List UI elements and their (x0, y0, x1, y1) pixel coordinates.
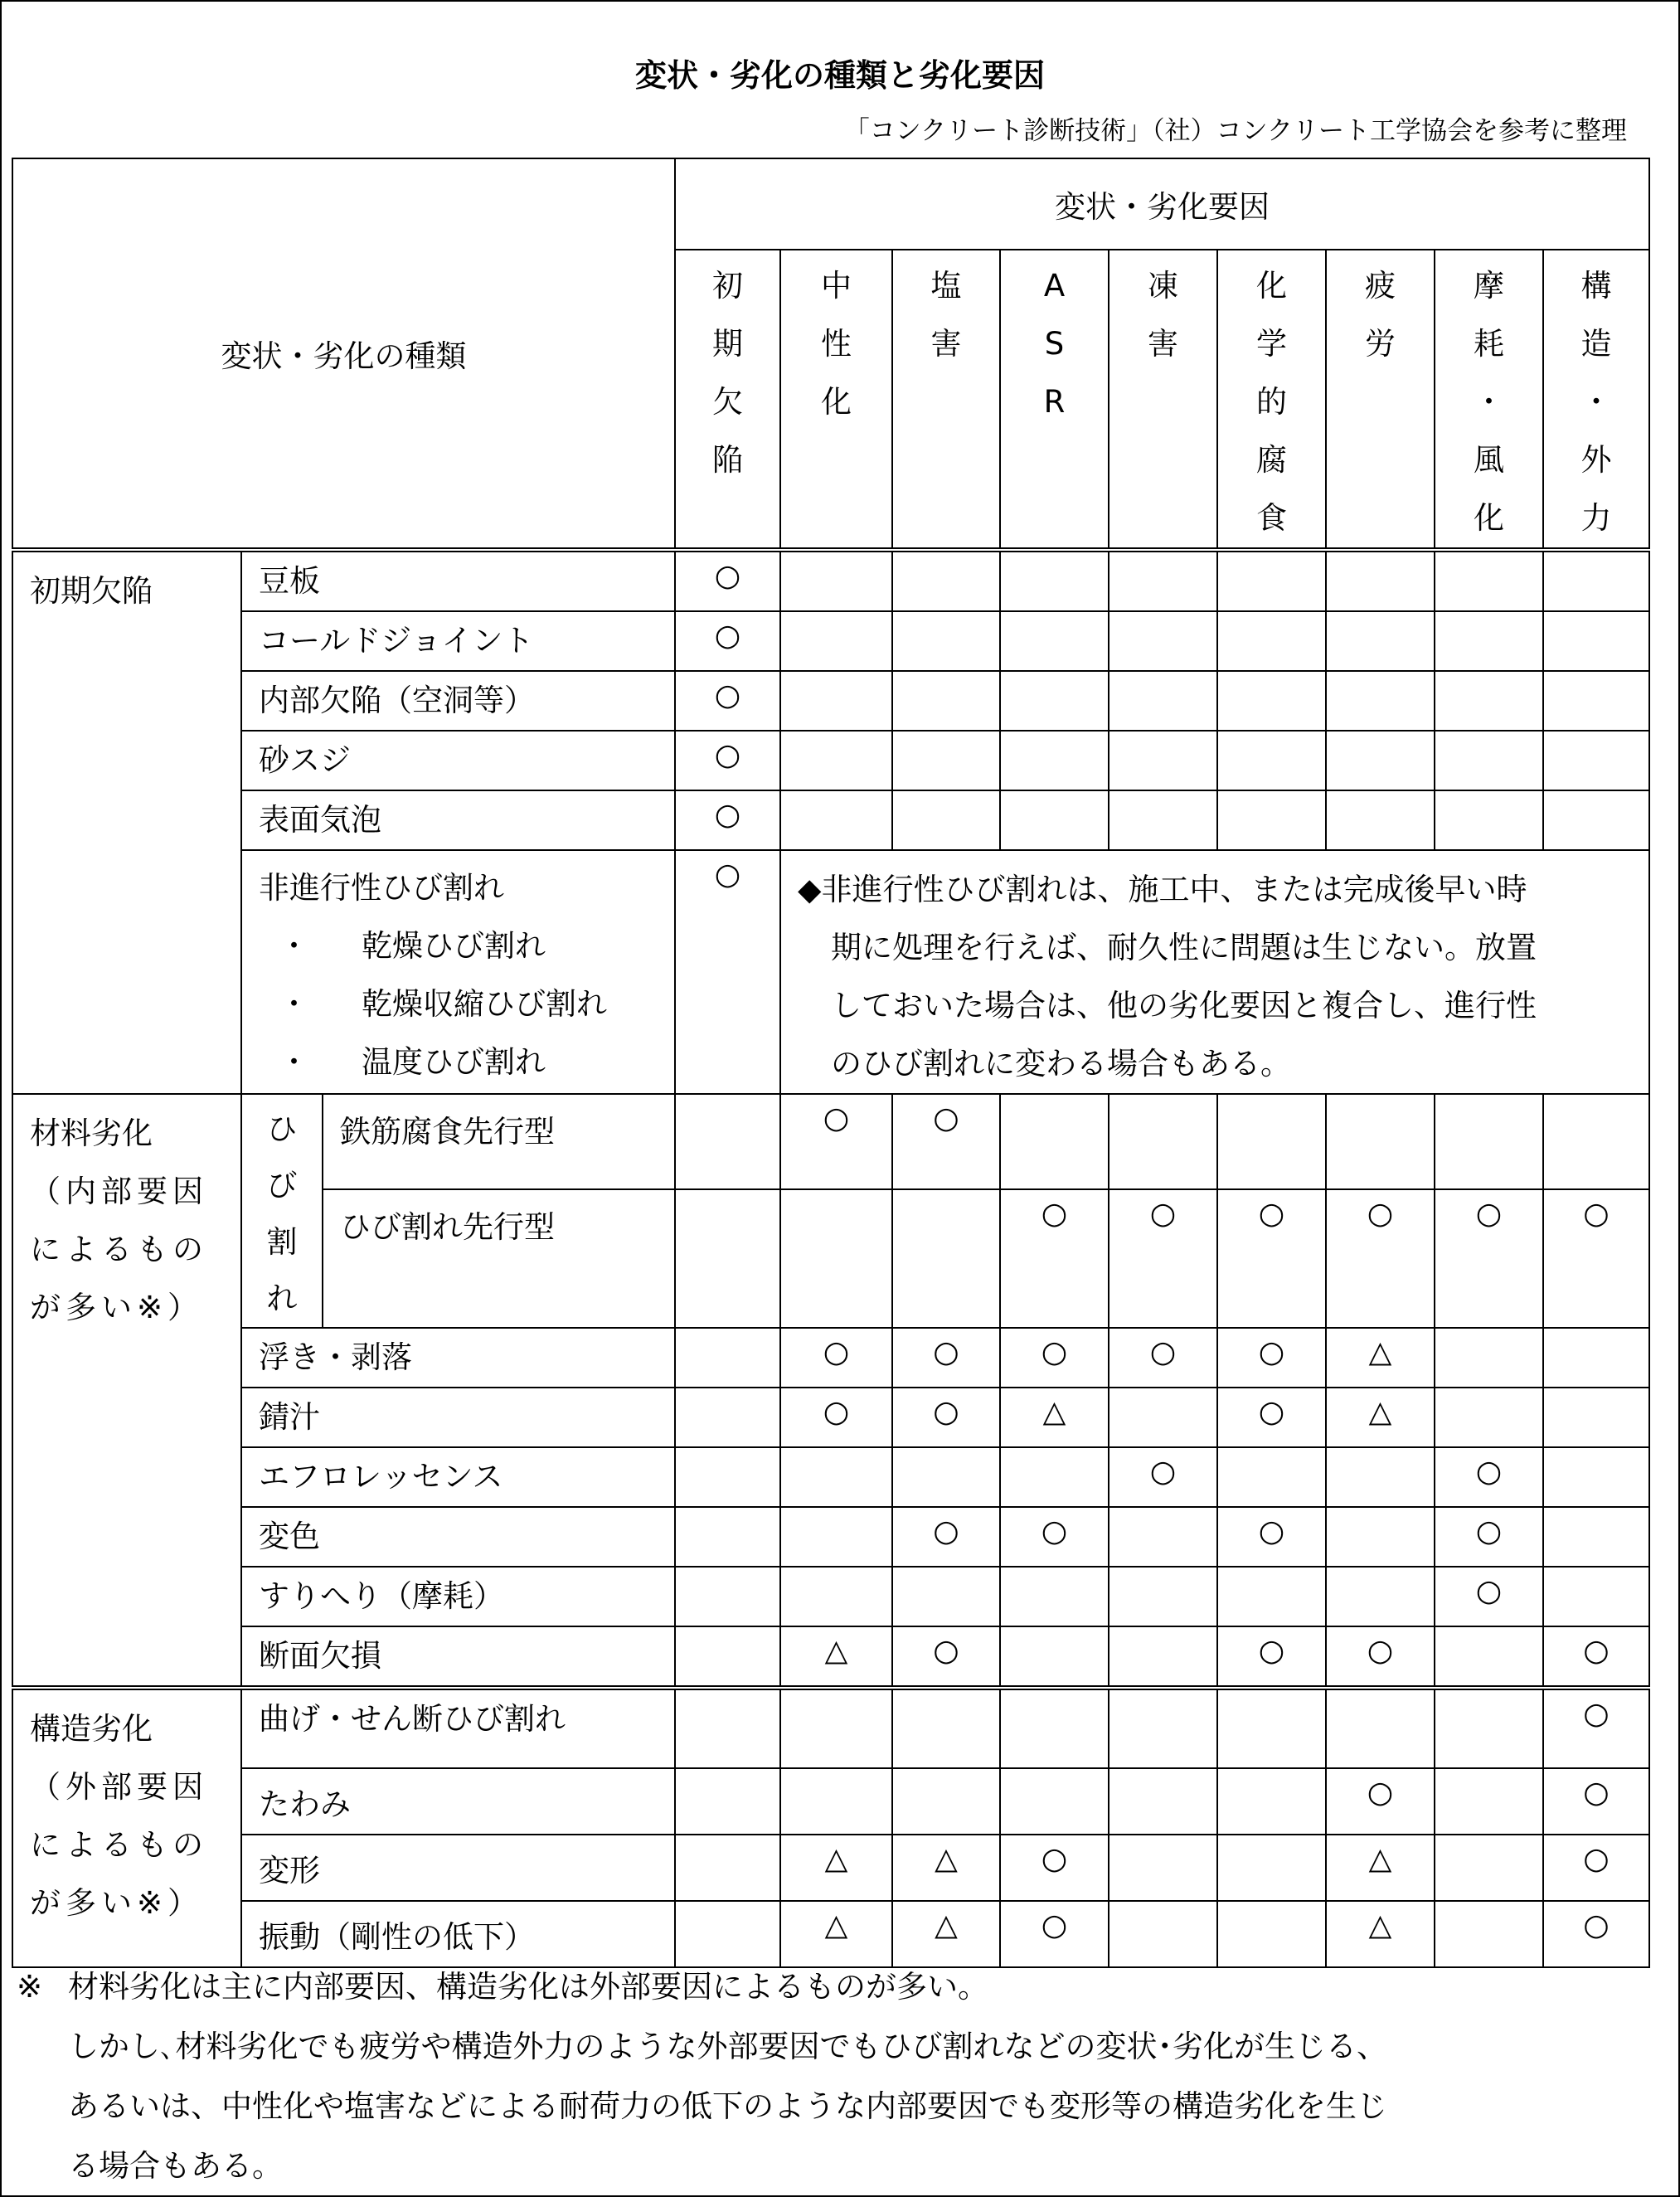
mark-cell (1000, 1626, 1109, 1688)
table-row (12, 1768, 1649, 1835)
factor-char: ・ (1474, 384, 1505, 420)
mark-cell: ○ (1217, 1328, 1326, 1388)
mark-cell (1000, 1447, 1109, 1507)
category-label-line: が多い※） (30, 1290, 204, 1325)
factor-char: 欠 (712, 384, 744, 420)
factor-char: S (1044, 326, 1065, 362)
mark-cell (892, 1567, 1000, 1626)
mark-cell: ○ (780, 1388, 892, 1447)
mark-cell (1000, 790, 1109, 850)
table-row (12, 550, 1649, 611)
footnote (17, 1957, 1642, 2196)
factor-char: 構 (1580, 268, 1612, 304)
factor-char: 期 (712, 326, 744, 362)
mark-cell: △ (780, 1835, 892, 1901)
factor-char: 初 (712, 268, 744, 304)
mark-cell: ○ (1543, 1768, 1649, 1835)
mark-cell (1217, 550, 1326, 611)
category-label-line: （外部要因 (30, 1769, 208, 1805)
table-row (12, 1626, 1649, 1688)
mark-cell (1109, 1768, 1217, 1835)
mark-cell (892, 1447, 1000, 1507)
mark-cell: △ (1000, 1388, 1109, 1447)
deterioration-table (12, 158, 1650, 1968)
mark-cell (1326, 1447, 1435, 1507)
mark-cell (1326, 611, 1435, 671)
mark-cell (1435, 550, 1543, 611)
bullet: ・ (279, 928, 309, 964)
mark-cell (1109, 790, 1217, 850)
table-row (12, 1507, 1649, 1567)
mark-cell: ○ (1217, 1388, 1326, 1447)
defect-type: 錆汁 (241, 1388, 675, 1447)
mark-cell (1326, 550, 1435, 611)
mark-cell: ○ (1217, 1189, 1326, 1328)
mark-cell (675, 1388, 780, 1447)
defect-type: 砂スジ (241, 731, 675, 790)
mark-cell (1435, 1835, 1543, 1901)
factor-char: 化 (1256, 268, 1288, 304)
factors-header: 変状・劣化要因 (675, 158, 1649, 250)
mark-cell: ○ (675, 671, 780, 731)
mark-cell (892, 1688, 1000, 1768)
mark-cell (1435, 1626, 1543, 1688)
mark-cell: ○ (1435, 1447, 1543, 1507)
bullet: ・ (279, 1044, 309, 1080)
mark-cell (675, 1835, 780, 1901)
mark-cell: ○ (1543, 1901, 1649, 1967)
mark-cell (1000, 731, 1109, 790)
nonprogressive-subtype (259, 975, 674, 1033)
defect-type: 内部欠陥（空洞等） (241, 671, 675, 731)
mark-cell (1435, 1328, 1543, 1388)
mark-cell (1543, 1567, 1649, 1626)
mark-cell (675, 1507, 780, 1567)
factor-column-header (780, 250, 892, 550)
defect-type: ひび割れ先行型 (323, 1189, 675, 1328)
mark-cell (1326, 790, 1435, 850)
source-citation: 「コンクリート診断技術」（社）コンクリート工学協会を参考に整理 (843, 116, 1627, 146)
mark-cell (892, 1768, 1000, 1835)
mark-cell (1326, 1507, 1435, 1567)
factor-column-header (1217, 250, 1326, 550)
crack-char: れ (266, 1281, 298, 1316)
mark-cell: ○ (1543, 1626, 1649, 1688)
mark-cell (1543, 1447, 1649, 1507)
mark-cell: ○ (1435, 1189, 1543, 1328)
factor-char: A (1043, 268, 1066, 304)
mark-cell (1326, 1688, 1435, 1768)
mark-cell (780, 1447, 892, 1507)
table-row (12, 1567, 1649, 1626)
mark-cell (1543, 611, 1649, 671)
mark-cell (1435, 790, 1543, 850)
mark-cell (1543, 550, 1649, 611)
mark-cell (1217, 1835, 1326, 1901)
factor-char: ・ (1580, 384, 1612, 420)
table-row (12, 611, 1649, 671)
bullet: ・ (279, 986, 309, 1022)
factor-column-header (675, 250, 780, 550)
mark-cell: ○ (1326, 1626, 1435, 1688)
mark-cell (892, 731, 1000, 790)
mark-cell (1109, 611, 1217, 671)
types-header: 変状・劣化の種類 (12, 158, 675, 550)
mark-cell (1109, 1567, 1217, 1626)
note-line: しておいた場合は、他の劣化要因と複合し、進行性 (831, 988, 1537, 1023)
mark-cell (675, 1567, 780, 1626)
mark-cell (675, 1626, 780, 1688)
mark-cell (1000, 1768, 1109, 1835)
factor-char: 風 (1474, 442, 1505, 478)
mark-cell (1109, 1507, 1217, 1567)
mark-cell (892, 550, 1000, 611)
table-row (12, 1688, 1649, 1768)
mark-cell (1109, 1388, 1217, 1447)
mark-cell (1000, 611, 1109, 671)
mark-cell: ○ (1000, 1507, 1109, 1567)
mark-cell (675, 1189, 780, 1328)
mark-cell (1217, 1447, 1326, 1507)
factor-column-header (1543, 250, 1649, 550)
category-material (12, 1094, 241, 1688)
factor-char: R (1043, 384, 1066, 420)
table-row (12, 1447, 1649, 1507)
defect-type: コールドジョイント (241, 611, 675, 671)
note-line: 期に処理を行えば、耐久性に問題は生じない。放置 (831, 930, 1537, 965)
table-row (12, 790, 1649, 850)
crack-group-label (241, 1094, 323, 1328)
nonprogressive-note (780, 850, 1649, 1094)
factor-column-header (1435, 250, 1543, 550)
mark-cell: ○ (780, 1328, 892, 1388)
defect-type-nonprogressive (241, 850, 675, 1094)
category-label-line: 材料劣化 (30, 1116, 153, 1151)
table-row (12, 731, 1649, 790)
category-label-line: 構造劣化 (30, 1711, 153, 1747)
mark-cell (780, 550, 892, 611)
mark-cell: ○ (1543, 1835, 1649, 1901)
mark-cell: ○ (892, 1328, 1000, 1388)
page-title: 変状・劣化の種類と劣化要因 (634, 57, 1045, 94)
mark-cell: △ (1326, 1328, 1435, 1388)
factor-char: 食 (1256, 500, 1288, 536)
mark-cell (1217, 1567, 1326, 1626)
mark-cell (1326, 1094, 1435, 1189)
mark-cell: ○ (1000, 1328, 1109, 1388)
factor-column-header (892, 250, 1000, 550)
mark-cell (780, 731, 892, 790)
mark-cell (892, 611, 1000, 671)
mark-cell: ○ (1000, 1835, 1109, 1901)
defect-type: 豆板 (241, 550, 675, 611)
footnote-line: る場合もある。 (68, 2148, 283, 2184)
category-label-line: によるもの (30, 1232, 208, 1267)
mark-cell (780, 1507, 892, 1567)
mark-cell (1000, 671, 1109, 731)
factor-column-header (1000, 250, 1109, 550)
mark-cell: ○ (675, 611, 780, 671)
mark-cell: △ (780, 1626, 892, 1688)
mark-cell (1435, 1388, 1543, 1447)
mark-cell (1435, 731, 1543, 790)
mark-cell (892, 671, 1000, 731)
nonprogressive-subtype (259, 1033, 674, 1091)
mark-cell: ○ (1109, 1328, 1217, 1388)
mark-cell (675, 1328, 780, 1388)
factor-char: 害 (1148, 326, 1179, 362)
mark-cell: ○ (1000, 1189, 1109, 1328)
mark-cell (892, 1189, 1000, 1328)
mark-cell (1217, 1768, 1326, 1835)
mark-cell (1000, 1567, 1109, 1626)
defect-type: 鉄筋腐食先行型 (323, 1094, 675, 1189)
table-row (12, 671, 1649, 731)
mark-cell (675, 1688, 780, 1768)
factor-char: 陥 (712, 442, 744, 478)
mark-cell (1000, 1094, 1109, 1189)
mark-cell (1109, 671, 1217, 731)
defect-type: すりへり（摩耗） (241, 1567, 675, 1626)
mark-cell: ○ (1543, 1688, 1649, 1768)
mark-cell (780, 1768, 892, 1835)
mark-cell (1217, 731, 1326, 790)
mark-cell: ○ (1435, 1507, 1543, 1567)
category-structural (12, 1688, 241, 1967)
mark-cell (1217, 1094, 1326, 1189)
mark-cell: ○ (1326, 1189, 1435, 1328)
mark-cell: ○ (1543, 1189, 1649, 1328)
mark-cell (1543, 1328, 1649, 1388)
category-label-line: によるもの (30, 1827, 208, 1863)
mark-cell (1326, 1567, 1435, 1626)
factor-char: 摩 (1474, 268, 1505, 304)
mark-cell: △ (1326, 1835, 1435, 1901)
table-row (12, 850, 1649, 1094)
mark-cell: ○ (675, 790, 780, 850)
crack-char: 割 (266, 1224, 298, 1260)
table-row (12, 1835, 1649, 1901)
mark-cell: ○ (892, 1507, 1000, 1567)
mark-cell (675, 1447, 780, 1507)
mark-cell (675, 1768, 780, 1835)
crack-char: び (266, 1168, 298, 1203)
factor-char: 的 (1256, 384, 1288, 420)
factor-char: 力 (1580, 500, 1612, 536)
mark-cell (1543, 1094, 1649, 1189)
factor-char: 化 (1474, 500, 1505, 536)
subtype-label: 乾燥ひび割れ (362, 928, 546, 964)
factor-char: 労 (1365, 326, 1396, 362)
factor-char: 性 (821, 326, 852, 362)
defect-type: 振動（剛性の低下） (241, 1901, 675, 1967)
mark-cell: ○ (892, 1626, 1000, 1688)
mark-cell: △ (892, 1901, 1000, 1967)
mark-cell: △ (1326, 1901, 1435, 1967)
mark-cell: ○ (1217, 1507, 1326, 1567)
table-row (12, 1094, 1649, 1189)
mark-cell: △ (892, 1835, 1000, 1901)
mark-cell (780, 790, 892, 850)
mark-cell (1109, 550, 1217, 611)
footnote-mark: ※ (17, 1969, 43, 2005)
mark-cell (1543, 790, 1649, 850)
factor-char: 外 (1580, 442, 1612, 478)
defect-type: 断面欠損 (241, 1626, 675, 1688)
nonprogressive-label: 非進行性ひび割れ (259, 870, 504, 906)
mark-cell (1109, 1835, 1217, 1901)
mark-cell (1109, 1688, 1217, 1768)
mark-cell (780, 1189, 892, 1328)
category-label-line: （内部要因 (30, 1174, 208, 1209)
mark-cell (1326, 671, 1435, 731)
subtype-label: 乾燥収縮ひび割れ (362, 986, 607, 1022)
mark-cell (892, 790, 1000, 850)
mark-cell: ○ (780, 1094, 892, 1189)
defect-type: 変形 (241, 1835, 675, 1901)
mark-cell (1435, 611, 1543, 671)
footnote-line: しかし､材料劣化でも疲労や構造外力のような外部要因でもひび割れなどの変状･劣化が生じる、 (68, 2029, 1387, 2064)
table-row (12, 1328, 1649, 1388)
mark-cell: ○ (892, 1094, 1000, 1189)
mark-cell: △ (780, 1901, 892, 1967)
mark-cell: ○ (675, 731, 780, 790)
category-initial-defects: 初期欠陥 (12, 550, 241, 1094)
factor-char: 造 (1580, 326, 1612, 362)
factor-column-header (1326, 250, 1435, 550)
mark-cell: ○ (1435, 1567, 1543, 1626)
mark-cell: ○ (1000, 1901, 1109, 1967)
mark-cell (1326, 731, 1435, 790)
mark-cell (780, 1688, 892, 1768)
footnote-line: ※ 材料劣化は主に内部要因、構造劣化は外部要因によるものが多い。 (17, 1957, 1642, 2017)
factor-column-header (1109, 250, 1217, 550)
factor-char: 化 (821, 384, 852, 420)
mark-cell (1543, 1507, 1649, 1567)
mark-cell (1435, 1768, 1543, 1835)
mark-cell: ○ (675, 850, 780, 1094)
defect-type: 変色 (241, 1507, 675, 1567)
mark-cell (1435, 1094, 1543, 1189)
category-label-line: が多い※） (30, 1885, 204, 1921)
defect-type: 浮き・剥落 (241, 1328, 675, 1388)
crack-char: ひ (266, 1111, 298, 1147)
factor-char: 塩 (930, 268, 962, 304)
note-line: のひび割れに変わる場合もある。 (831, 1046, 1292, 1081)
mark-cell: ○ (1109, 1447, 1217, 1507)
factor-char: 学 (1256, 326, 1288, 362)
note-line: ◆非進行性ひび割れは、施工中、または完成後早い時 (798, 872, 1527, 907)
mark-cell (1435, 671, 1543, 731)
mark-cell (1000, 550, 1109, 611)
mark-cell (780, 671, 892, 731)
defect-type: たわみ (241, 1768, 675, 1835)
mark-cell (1543, 731, 1649, 790)
mark-cell (1109, 1094, 1217, 1189)
mark-cell: ○ (1109, 1189, 1217, 1328)
mark-cell (1217, 611, 1326, 671)
factor-char: 害 (930, 326, 962, 362)
mark-cell (1109, 1626, 1217, 1688)
mark-cell (1109, 731, 1217, 790)
mark-cell (1543, 671, 1649, 731)
mark-cell: △ (1326, 1388, 1435, 1447)
mark-cell (1217, 1688, 1326, 1768)
factor-char: 耗 (1474, 326, 1505, 362)
defect-type: エフロレッセンス (241, 1447, 675, 1507)
mark-cell (780, 611, 892, 671)
factor-char: 中 (821, 268, 852, 304)
nonprogressive-subtype (259, 917, 674, 975)
subtype-label: 温度ひび割れ (362, 1044, 546, 1080)
footnote-line: あるいは、中性化や塩害などによる耐荷力の低下のような内部要因でも変形等の構造劣化を生じ (68, 2088, 1387, 2124)
defect-type: 表面気泡 (241, 790, 675, 850)
mark-cell (780, 1567, 892, 1626)
mark-cell (675, 1094, 780, 1189)
defect-type: 曲げ・せん断ひび割れ (241, 1688, 675, 1768)
mark-cell: ○ (675, 550, 780, 611)
mark-cell: ○ (1217, 1626, 1326, 1688)
mark-cell: ○ (892, 1388, 1000, 1447)
factor-char: 腐 (1256, 442, 1288, 478)
mark-cell (1543, 1388, 1649, 1447)
mark-cell (1000, 1688, 1109, 1768)
mark-cell: ○ (1326, 1768, 1435, 1835)
mark-cell (1217, 671, 1326, 731)
mark-cell (1217, 790, 1326, 850)
factor-char: 疲 (1365, 268, 1396, 304)
factor-char: 凍 (1148, 268, 1179, 304)
table-row (12, 1388, 1649, 1447)
mark-cell (1435, 1688, 1543, 1768)
